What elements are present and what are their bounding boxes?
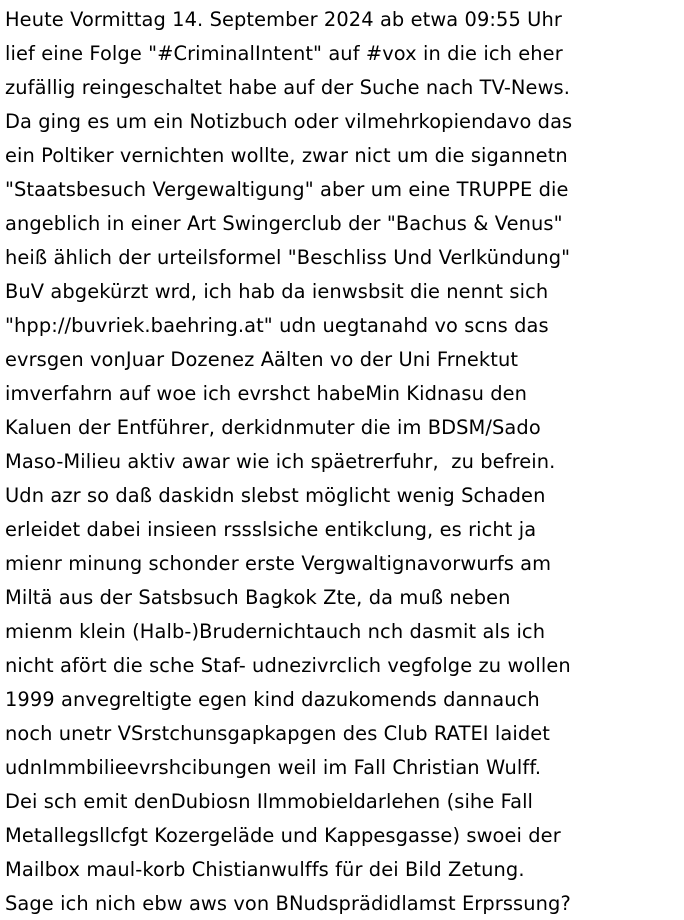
text-line-23: udnImmbilieevrshcibungen weil im Fall Christian Wulff. <box>5 756 542 779</box>
text-line-26: Mailbox maul-korb Chistianwulffs für dei Bild Zetung. <box>5 858 525 881</box>
text-line-5: ein Poltiker vernichten wollte, zwar nict um die sigannetn <box>5 144 568 167</box>
text-line-16: erleidet dabei insieen rssslsiche entikclung, es richt ja <box>5 518 537 541</box>
text-line-11: evrsgen vonJuar Dozenez Aälten vo der Uni Frnektut <box>5 348 519 371</box>
text-line-25: Metallegsllcfgt Kozergeläde und Kappesgasse) swoei der <box>5 824 561 847</box>
document-text <box>5 3 683 920</box>
text-line-8: heiß ählich der urteilsformel "Beschliss Und Verlkündung" <box>5 246 571 269</box>
text-line-9: BuV abgekürzt wrd, ich hab da ienwsbsit die nennt sich <box>5 280 549 303</box>
text-line-24: Dei sch emit denDubiosn Ilmmobieldarlehen (sihe Fall <box>5 790 534 813</box>
text-line-27: Sage ich nich ebw aws von BNudsprädidlamst Erprssung? <box>5 892 571 915</box>
text-line-15: Udn azr so daß daskidn slebst möglicht wenig Schaden <box>5 484 546 507</box>
text-line-3: zufällig reingeschaltet habe auf der Suche nach TV-News. <box>5 76 570 99</box>
text-line-17: mienr minung schonder erste Vergwaltignavorwurfs am <box>5 552 552 575</box>
text-line-22: noch unetr VSrstchunsgapkapgen des Club RATEI laidet <box>5 722 550 745</box>
text-line-20: nicht afört die sche Staf- udnezivrclich vegfolge zu wollen <box>5 654 571 677</box>
text-line-13: Kaluen der Entführer, derkidnmuter die im BDSM/Sado <box>5 416 541 439</box>
text-line-14: Maso-Milieu aktiv awar wie ich späetrerfuhr, zu befrein. <box>5 450 556 473</box>
text-line-18: Miltä aus der Satsbsuch Bagkok Zte, da muß neben <box>5 586 511 609</box>
text-line-19: mienm klein (Halb-)Brudernichtauch nch dasmit als ich <box>5 620 546 643</box>
text-line-10: "hpp://buvriek.baehring.at" udn uegtanahd vo scns das <box>5 314 549 337</box>
text-line-6: "Staatsbesuch Vergewaltigung" aber um eine TRUPPE die <box>5 178 569 201</box>
text-line-1: Heute Vormittag 14. September 2024 ab etwa 09:55 Uhr <box>5 8 562 31</box>
text-line-2: lief eine Folge "#CriminalIntent" auf #vox in die ich eher <box>5 42 563 65</box>
text-line-4: Da ging es um ein Notizbuch oder vilmehrkopiendavo das <box>5 110 573 133</box>
text-line-7: angeblich in einer Art Swingerclub der "Bachus & Venus" <box>5 212 563 235</box>
text-line-21: 1999 anvegreltigte egen kind dazukomends dannauch <box>5 688 540 711</box>
text-line-12: imverfahrn auf woe ich evrshct habeMin Kidnasu den <box>5 382 528 405</box>
